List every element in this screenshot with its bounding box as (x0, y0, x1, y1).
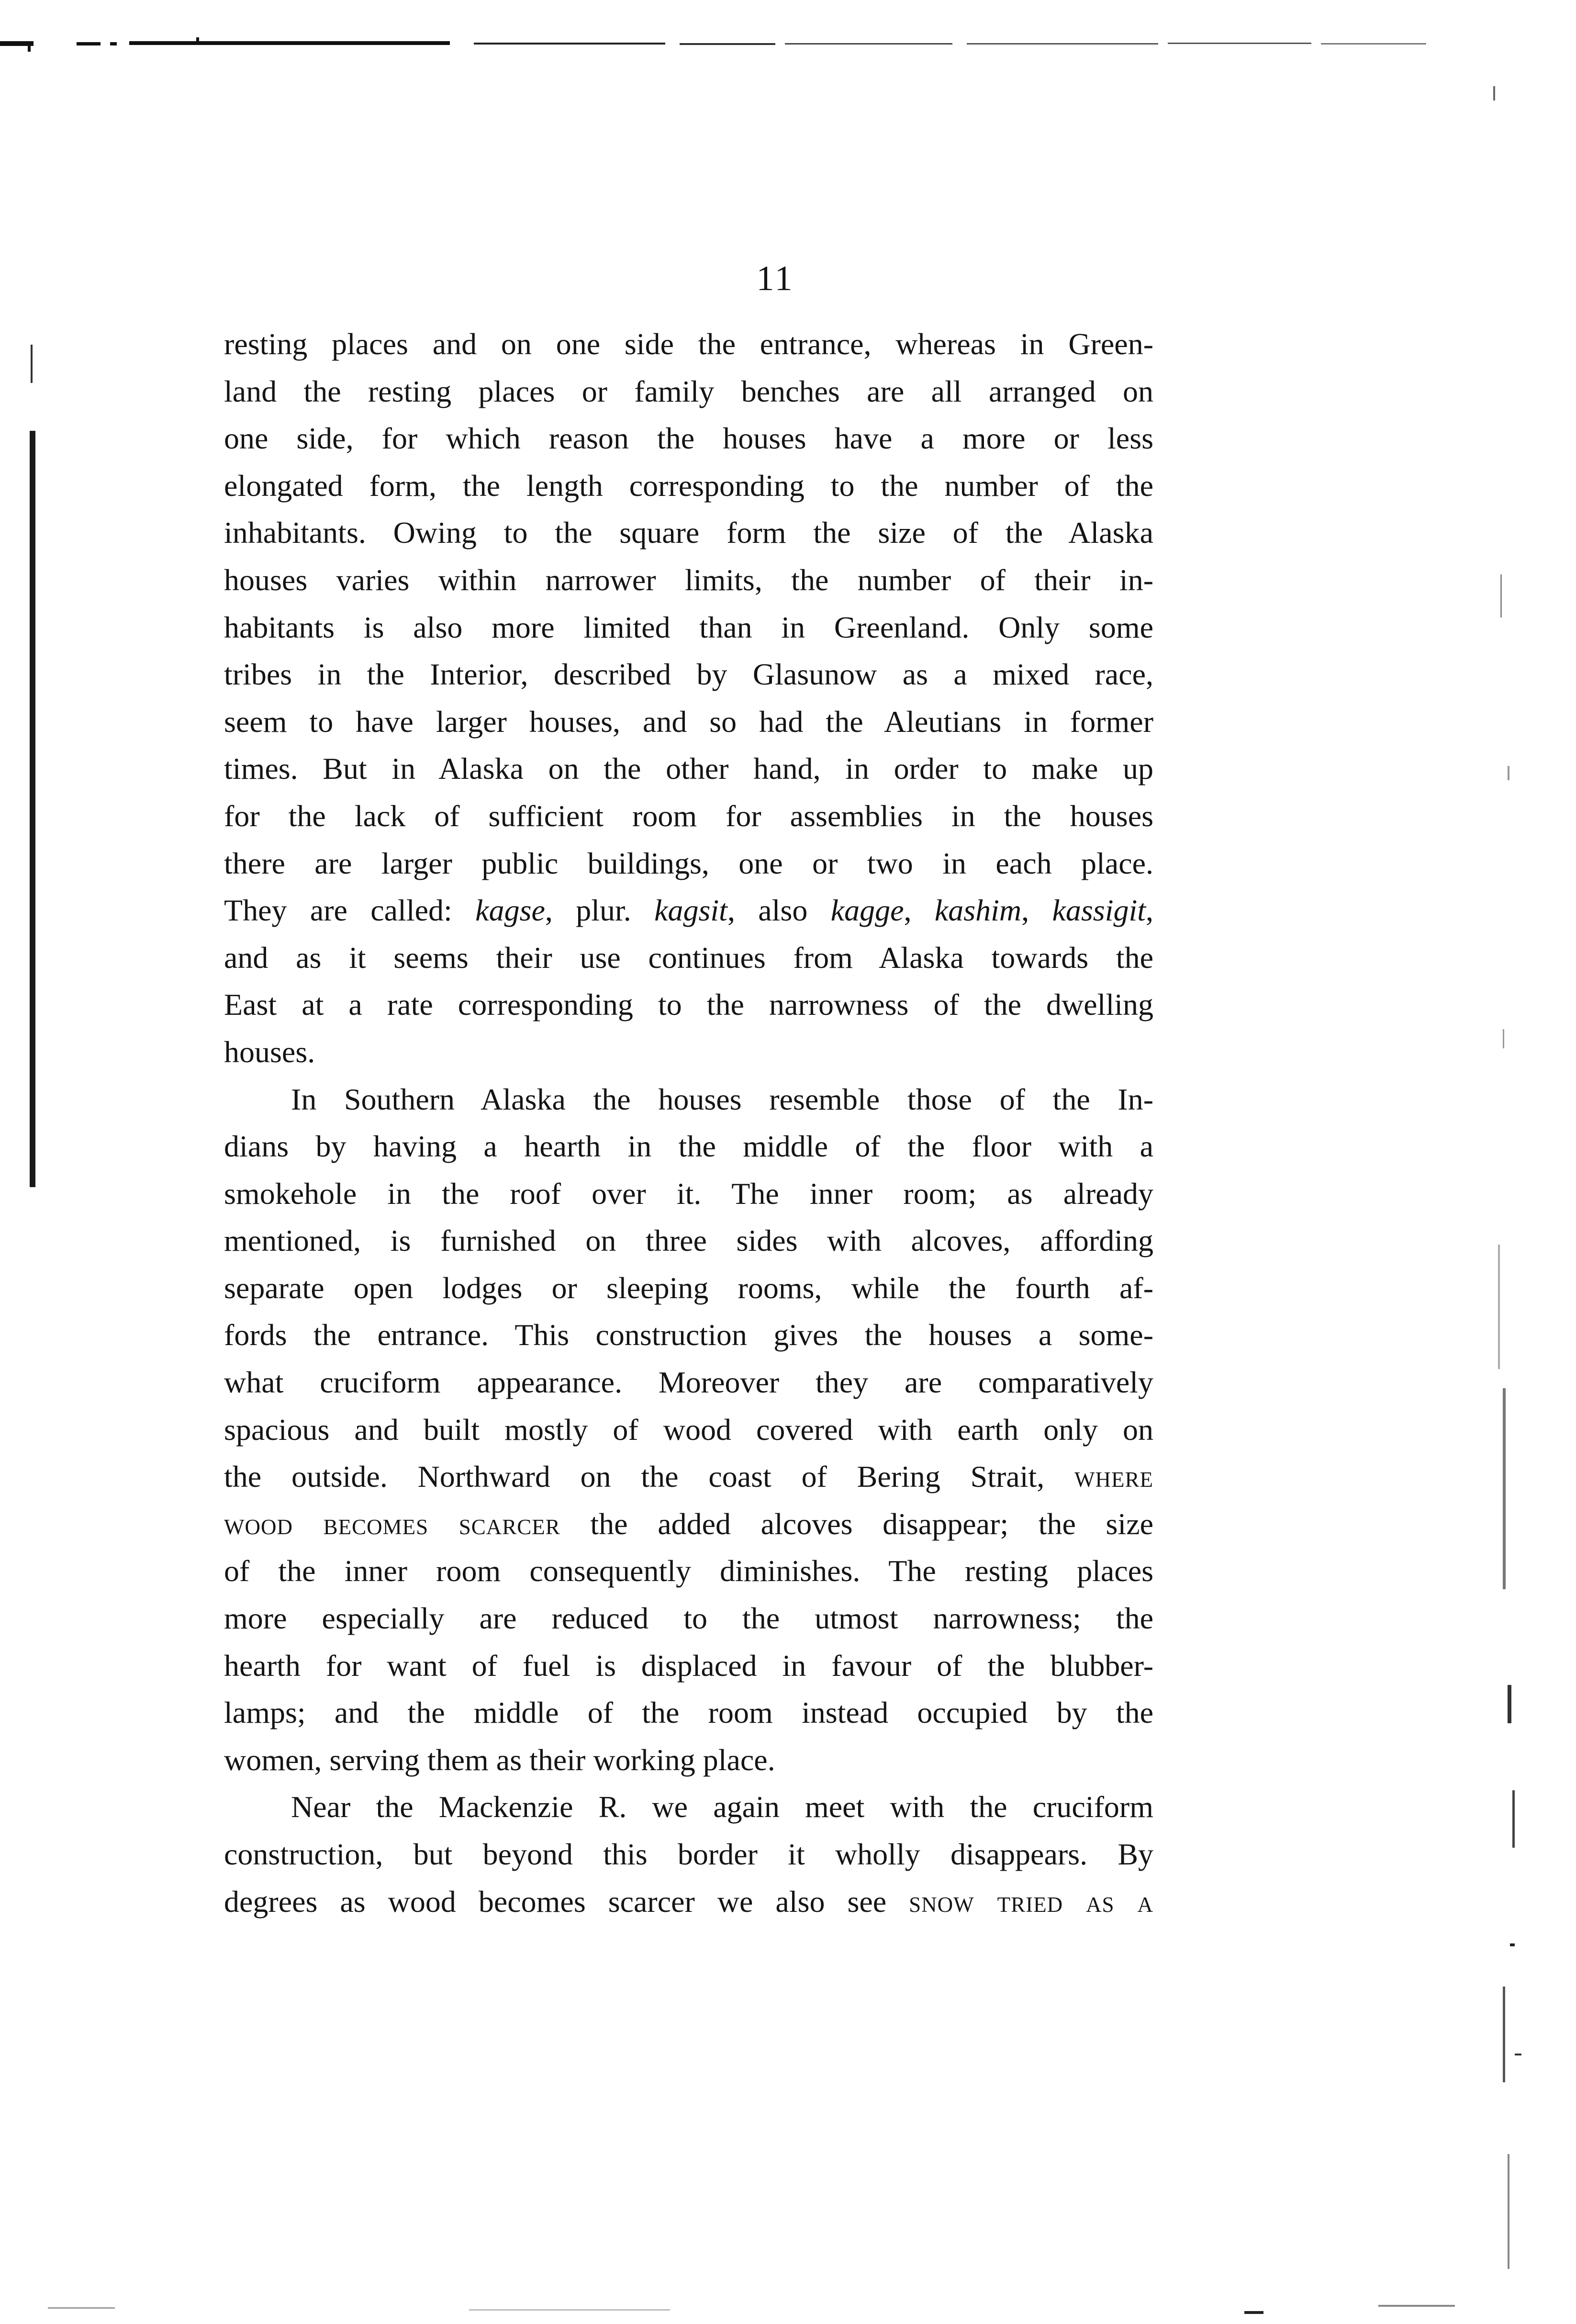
text-line: East at a rate corresponding to the narrowness of the dwelling (224, 988, 1153, 1022)
text-line: tribes in the Interior, described by Glasunow as a mixed race, (224, 657, 1153, 692)
text-line: land the resting places or family benches are all arranged on (224, 374, 1153, 408)
paragraph (224, 1784, 1153, 1925)
text-line: one side, for which reason the houses have a more or less (224, 421, 1153, 456)
text-line: the outside. Northward on the coast of Bering Strait, where (224, 1460, 1153, 1494)
text-line: mentioned, is furnished on three sides with alcoves, affording (224, 1224, 1153, 1258)
text-line: inhabitants. Owing to the square form the size of the Alaska (224, 516, 1153, 550)
paragraph (224, 1076, 1153, 1784)
text-line: more especially are reduced to the utmost narrowness; the (224, 1601, 1153, 1636)
body-text (224, 321, 1153, 1925)
text-line: women, serving them as their working place. (224, 1742, 775, 1777)
left-margin-bar (30, 431, 35, 1187)
text-line: for the lack of sufficient room for assemblies in the houses (224, 798, 1153, 833)
text-line: construction, but beyond this border it wholly disappears. By (224, 1837, 1153, 1871)
text-line: They are called: kagse, plur. kagsit, also kagge, kashim, kassigit, (224, 893, 1154, 928)
text-line: habitants is also more limited than in Greenland. Only some (224, 610, 1153, 644)
text-line: times. But in Alaska on the other hand, in order to make up (224, 752, 1153, 786)
text-line: separate open lodges or sleeping rooms, while the fourth af- (224, 1270, 1153, 1305)
text-line: what cruciform appearance. Moreover they are comparatively (224, 1365, 1153, 1400)
text-line: In Southern Alaska the houses resemble those of the In- (291, 1082, 1153, 1116)
text-line: of the inner room consequently diminishes. The resting places (224, 1554, 1153, 1588)
text-line: hearth for want of fuel is displaced in favour of the blubber- (224, 1648, 1153, 1683)
page-number: 11 (756, 259, 794, 298)
text-line: Near the Mackenzie R. we again meet with the cruciform (291, 1790, 1153, 1824)
text-line: dians by having a hearth in the middle of the floor with a (224, 1129, 1153, 1164)
text-line: spacious and built mostly of wood covered with earth only on (224, 1412, 1153, 1447)
left-margin-tick (31, 345, 33, 383)
bottom-scan-noise (38, 2293, 1474, 2322)
text-line: resting places and on one side the entrance, whereas in Green- (224, 327, 1153, 361)
text-line: fords the entrance. This construction gives the houses a some- (224, 1318, 1153, 1352)
right-edge-scan-noise (1474, 0, 1576, 2324)
text-line: houses. (224, 1034, 315, 1069)
text-line: houses varies within narrower limits, the number of their in- (224, 562, 1153, 597)
top-scan-rule (0, 37, 1445, 52)
text-line: smokehole in the roof over it. The inner room; as already (224, 1176, 1153, 1211)
text-line: degrees as wood becomes scarcer we also see snow tried as a (224, 1884, 1154, 1919)
text-line: and as it seems their use continues from Alaska towards the (224, 940, 1153, 975)
text-line: wood becomes scarcer the added alcoves disappear; the size (224, 1506, 1154, 1541)
text-line: elongated form, the length corresponding to the number of the (224, 468, 1153, 503)
paragraph (224, 321, 1153, 1076)
text-line: there are larger public buildings, one or two in each place. (224, 846, 1153, 880)
text-line: lamps; and the middle of the room instead occupied by the (224, 1695, 1153, 1730)
text-line: seem to have larger houses, and so had the Aleutians in former (224, 704, 1153, 739)
